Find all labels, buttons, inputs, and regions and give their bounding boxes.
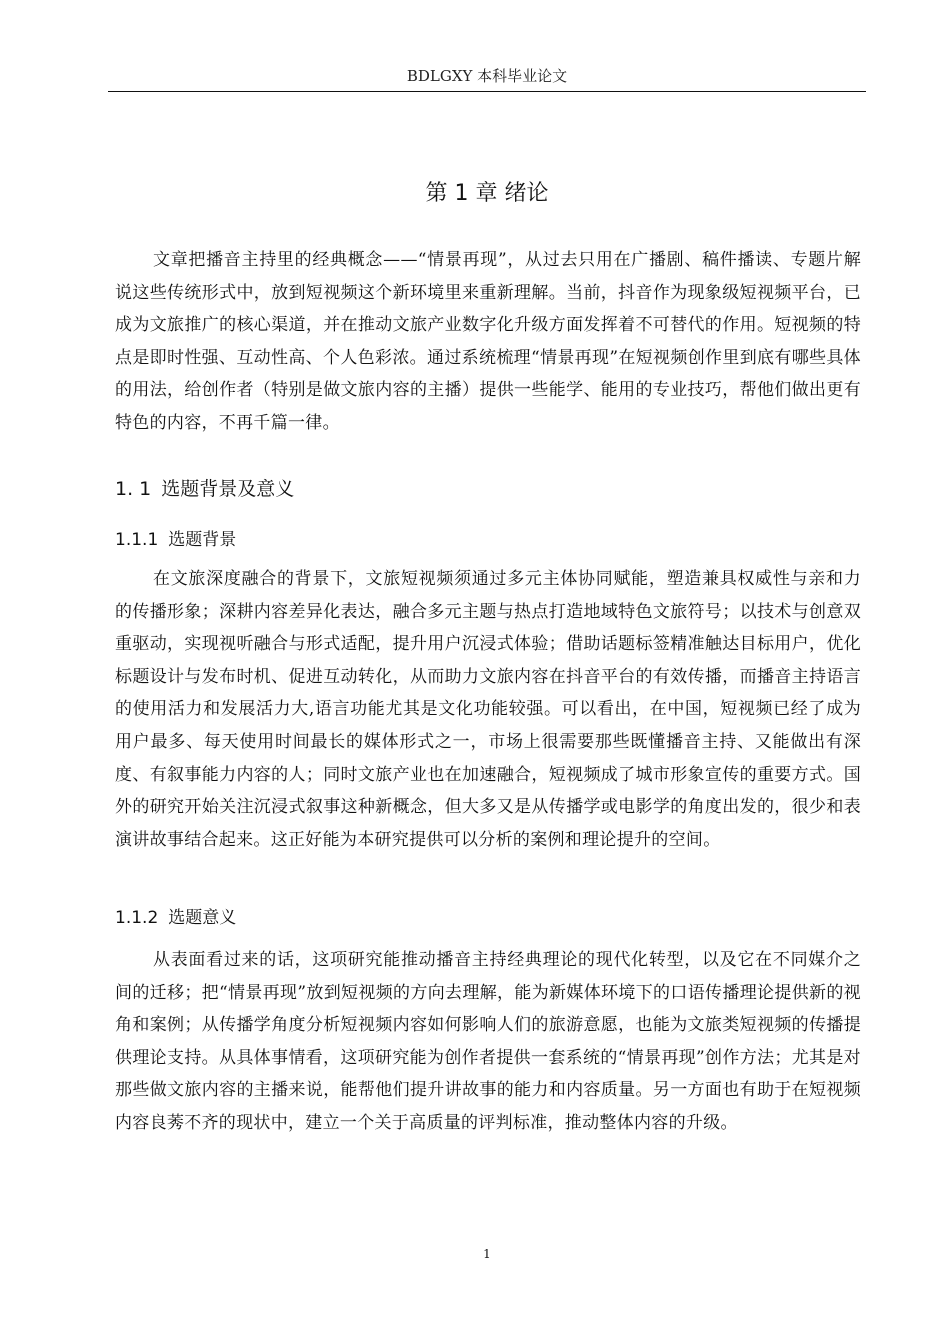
significance-paragraph: 从表面看过来的话，这项研究能推动播音主持经典理论的现代化转型，以及它在不同媒介之间的迁移；把“情景再现”放到短视频的方向去理解，能为新媒体环境下的口语传播理论提供新的视角和案例；从传播学角度分析短视频内容如何影响人们的旅游意愿，也能为文旅类短视频的传播提供理论支持。从具体事情看，这项研究能为创作者提供一套系统的“情景再现”创作方法；尤其是对那些做文旅内容的主播来说，能帮他们提升讲故事的能力和内容质量。另一方面也有助于在短视频内容良莠不齐的现状中，建立一个关于高质量的评判标准，推动整体内容的升级。: [115, 950, 861, 1133]
section-number: 1. 1: [115, 478, 152, 500]
page-number: 1: [483, 1247, 491, 1261]
subsection-heading-1-1-1: [115, 528, 236, 552]
intro-paragraph: 文章把播音主持里的经典概念——“情景再现”，从过去只用在广播剧、稿件播读、专题片解说这些传统形式中，放到短视频这个新环境里来重新理解。当前，抖音作为现象级短视频平台，已成为文旅推广的核心渠道，并在推动文旅产业数字化升级方面发挥着不可替代的作用。短视频的特点是即时性强、互动性高、个人色彩浓。通过系统梳理“情景再现”在短视频创作里到底有哪些具体的用法，给创作者（特别是做文旅内容的主播）提供一些能学、能用的专业技巧，帮他们做出更有特色的内容，不再千篇一律。: [115, 250, 861, 433]
subsection-heading-1-1-2: [115, 906, 236, 930]
subsection-title: 选题背景: [168, 530, 237, 550]
chapter-title: 第 1 章 绪论: [425, 181, 549, 206]
header-rule: [108, 91, 866, 92]
subsection-number: 1.1.1: [115, 530, 159, 550]
subsection-title: 选题意义: [168, 908, 237, 928]
background-paragraph: 在文旅深度融合的背景下，文旅短视频须通过多元主体协同赋能，塑造兼具权威性与亲和力的传播形象；深耕内容差异化表达，融合多元主题与热点打造地域特色文旅符号；以技术与创意双重驱动，实现视听融合与形式适配，提升用户沉浸式体验；借助话题标签精准触达目标用户，优化标题设计与发布时机、促进互动转化，从而助力文旅内容在抖音平台的有效传播，而播音主持语言的使用活力和发展活力大,语言功能尤其是文化功能较强。可以看出，在中国，短视频已经了成为用户最多、每天使用时间最长的媒体形式之一，市场上很需要那些既懂播音主持、又能做出有深度、有叙事能力内容的人；同时文旅产业也在加速融合，短视频成了城市形象宣传的重要方式。国外的研究开始关注沉浸式叙事这种新概念，但大多又是从传播学或电影学的角度出发的，很少和表演讲故事结合起来。这正好能为本研究提供可以分析的案例和理论提升的空间。: [115, 569, 861, 850]
subsection-number: 1.1.2: [115, 908, 159, 928]
running-header: BDLGXY 本科毕业论文: [406, 67, 568, 85]
section-heading-1-1: [115, 476, 294, 502]
section-title: 选题背景及意义: [161, 478, 295, 500]
